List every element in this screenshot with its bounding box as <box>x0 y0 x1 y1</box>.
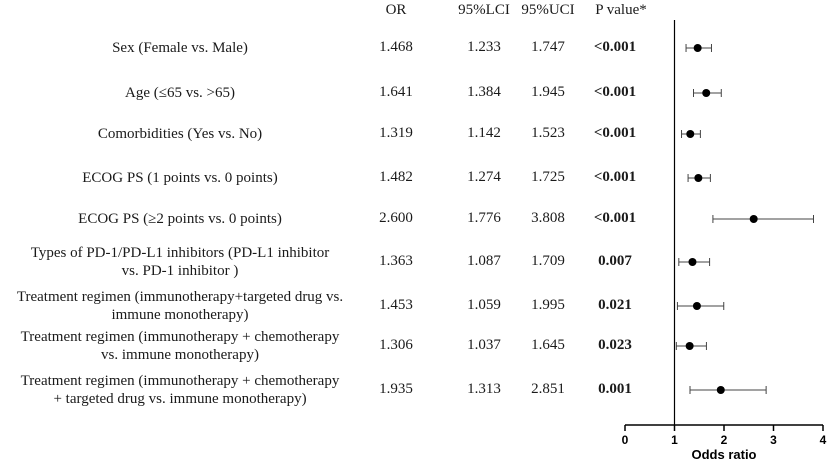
or-point <box>693 302 701 310</box>
p-value: <0.001 <box>593 169 637 185</box>
or-point <box>688 258 696 266</box>
or-point <box>694 174 702 182</box>
or-value: 1.935 <box>379 381 413 397</box>
or-value: 2.600 <box>379 210 413 226</box>
x-tick-label: 0 <box>621 433 629 447</box>
p-value: 0.001 <box>598 381 632 397</box>
row-label-line: Age (≤65 vs. >65) <box>124 85 235 101</box>
row-label-line: Types of PD-1/PD-L1 inhibitors (PD-L1 inhibitor <box>30 245 330 261</box>
row-label-line: vs. immune monotherapy) <box>101 347 259 363</box>
p-value: <0.001 <box>593 39 637 55</box>
or-value: 1.641 <box>379 84 413 100</box>
header-p-value: P value* <box>595 2 647 18</box>
or-point <box>717 386 725 394</box>
lci-value: 1.037 <box>467 337 501 353</box>
row-label-line: + targeted drug vs. immune monotherapy) <box>53 391 307 407</box>
uci-value: 1.725 <box>531 169 565 185</box>
lci-value: 1.313 <box>467 381 501 397</box>
or-point <box>694 44 702 52</box>
uci-value: 1.523 <box>531 125 565 141</box>
x-axis-label: Odds ratio <box>691 447 757 462</box>
row-label-line: Comorbidities (Yes vs. No) <box>97 126 263 142</box>
p-value: <0.001 <box>593 125 637 141</box>
p-value: 0.007 <box>598 253 632 269</box>
or-value: 1.363 <box>379 253 413 269</box>
or-value: 1.468 <box>379 39 413 55</box>
uci-value: 1.747 <box>531 39 565 55</box>
header-or: OR <box>385 2 407 18</box>
uci-value: 3.808 <box>531 210 565 226</box>
header-uci: 95%UCI <box>521 2 575 18</box>
p-value: <0.001 <box>593 84 637 100</box>
x-tick-label: 2 <box>720 433 728 447</box>
row-label-line: vs. PD-1 inhibitor ) <box>121 263 239 279</box>
lci-value: 1.274 <box>467 169 501 185</box>
lci-value: 1.776 <box>467 210 501 226</box>
x-tick-label: 1 <box>671 433 678 447</box>
row-label-line: Treatment regimen (immunotherapy + chemotherapy <box>20 373 340 389</box>
uci-value: 1.709 <box>531 253 565 269</box>
row-label-line: immune monotherapy) <box>111 307 249 323</box>
x-tick-label: 3 <box>770 433 777 447</box>
or-point <box>750 215 758 223</box>
or-value: 1.319 <box>379 125 413 141</box>
uci-value: 1.945 <box>531 84 565 100</box>
or-value: 1.453 <box>379 297 413 313</box>
or-point <box>686 342 694 350</box>
lci-value: 1.087 <box>467 253 501 269</box>
uci-value: 1.645 <box>531 337 565 353</box>
header-lci: 95%LCI <box>458 2 510 18</box>
p-value: 0.021 <box>598 297 632 313</box>
p-value: 0.023 <box>598 337 632 353</box>
or-value: 1.482 <box>379 169 413 185</box>
or-value: 1.306 <box>379 337 413 353</box>
lci-value: 1.384 <box>467 84 501 100</box>
lci-value: 1.142 <box>467 125 501 141</box>
row-label-line: ECOG PS (1 points vs. 0 points) <box>82 170 278 186</box>
row-label-line: Sex (Female vs. Male) <box>112 40 248 56</box>
or-point <box>686 130 694 138</box>
uci-value: 1.995 <box>531 297 565 313</box>
row-label-line: Treatment regimen (immunotherapy+targeted drug vs. <box>16 289 344 305</box>
x-tick-label: 4 <box>819 433 827 447</box>
or-point <box>702 89 710 97</box>
lci-value: 1.059 <box>467 297 501 313</box>
uci-value: 2.851 <box>531 381 565 397</box>
p-value: <0.001 <box>593 210 637 226</box>
row-label-line: ECOG PS (≥2 points vs. 0 points) <box>78 211 282 227</box>
lci-value: 1.233 <box>467 39 501 55</box>
row-label-line: Treatment regimen (immunotherapy + chemotherapy <box>20 329 340 345</box>
